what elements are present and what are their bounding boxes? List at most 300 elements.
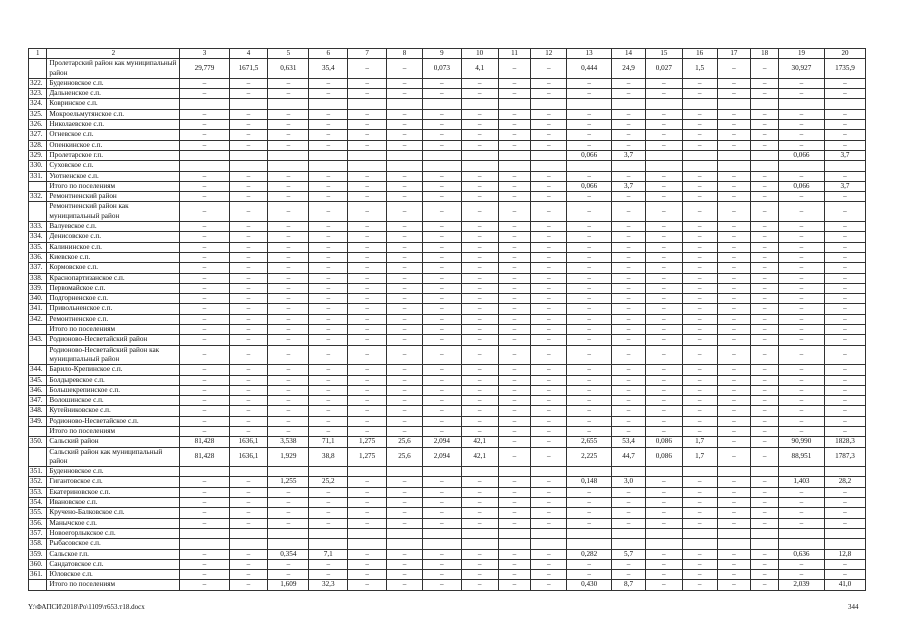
value-cell: –	[229, 263, 268, 273]
value-cell: –	[751, 283, 779, 293]
column-number-header: 9	[422, 49, 461, 59]
value-cell: 3,7	[824, 181, 865, 191]
value-cell: –	[498, 508, 531, 518]
value-cell: –	[309, 171, 348, 181]
value-cell: –	[751, 242, 779, 252]
column-number-header: 17	[717, 49, 751, 59]
value-cell: –	[682, 325, 717, 335]
value-cell: –	[309, 375, 348, 385]
value-cell: –	[422, 263, 461, 273]
value-cell: 71,1	[309, 437, 348, 447]
value-cell: –	[567, 304, 612, 314]
value-cell: –	[180, 549, 229, 559]
value-cell: –	[309, 89, 348, 99]
value-cell: –	[717, 570, 751, 580]
value-cell	[180, 161, 229, 171]
value-cell: –	[348, 335, 387, 345]
value-cell: –	[498, 192, 531, 202]
value-cell: –	[751, 406, 779, 416]
value-cell: –	[180, 232, 229, 242]
value-cell: –	[422, 232, 461, 242]
table-row	[29, 447, 866, 467]
value-cell: –	[778, 202, 824, 222]
value-cell	[751, 161, 779, 171]
value-cell: –	[717, 294, 751, 304]
value-cell: –	[567, 89, 612, 99]
value-cell: –	[180, 109, 229, 119]
value-cell: –	[751, 130, 779, 140]
value-cell: –	[348, 396, 387, 406]
value-cell: –	[682, 335, 717, 345]
value-cell: –	[612, 242, 646, 252]
value-cell: –	[824, 304, 865, 314]
value-cell: –	[422, 140, 461, 150]
value-cell: –	[682, 192, 717, 202]
value-cell: –	[531, 580, 567, 590]
table-row	[29, 78, 866, 88]
row-number: 350.	[29, 437, 47, 447]
value-cell: –	[824, 559, 865, 569]
value-cell: –	[387, 570, 423, 580]
value-cell: –	[751, 59, 779, 79]
value-cell	[824, 539, 865, 549]
municipality-name: Ивановское с.п.	[47, 498, 180, 508]
value-cell: –	[268, 130, 309, 140]
value-cell: –	[612, 570, 646, 580]
value-cell: 1636,1	[229, 447, 268, 467]
value-cell: 2,094	[422, 437, 461, 447]
data-table	[28, 48, 866, 591]
value-cell: –	[751, 570, 779, 580]
value-cell: –	[645, 294, 682, 304]
value-cell: –	[348, 192, 387, 202]
table-row	[29, 375, 866, 385]
value-cell: –	[645, 580, 682, 590]
value-cell: –	[751, 518, 779, 528]
value-cell: –	[180, 508, 229, 518]
value-cell: –	[612, 365, 646, 375]
value-cell	[824, 528, 865, 538]
value-cell: –	[778, 304, 824, 314]
value-cell	[348, 528, 387, 538]
value-cell: –	[778, 335, 824, 345]
value-cell: –	[309, 130, 348, 140]
value-cell	[751, 539, 779, 549]
value-cell: –	[645, 120, 682, 130]
value-cell: –	[682, 130, 717, 140]
value-cell: –	[348, 202, 387, 222]
value-cell: –	[717, 252, 751, 262]
value-cell	[461, 467, 498, 477]
value-cell	[498, 161, 531, 171]
value-cell	[309, 528, 348, 538]
value-cell: –	[422, 406, 461, 416]
value-cell: –	[531, 477, 567, 487]
value-cell: –	[824, 242, 865, 252]
value-cell: –	[387, 130, 423, 140]
value-cell: –	[309, 487, 348, 497]
value-cell: –	[422, 314, 461, 324]
value-cell: –	[180, 498, 229, 508]
value-cell	[751, 99, 779, 109]
value-cell: –	[348, 549, 387, 559]
column-number-header: 16	[682, 49, 717, 59]
value-cell: –	[422, 109, 461, 119]
value-cell	[422, 467, 461, 477]
municipality-name: Итого по поселениям	[47, 325, 180, 335]
value-cell: –	[268, 109, 309, 119]
value-cell: –	[682, 304, 717, 314]
value-cell: –	[309, 109, 348, 119]
value-cell: –	[268, 385, 309, 395]
value-cell: –	[387, 202, 423, 222]
value-cell: –	[387, 385, 423, 395]
value-cell: –	[645, 385, 682, 395]
value-cell: –	[387, 477, 423, 487]
value-cell: –	[387, 416, 423, 426]
value-cell: –	[422, 570, 461, 580]
row-number: 361.	[29, 570, 47, 580]
value-cell: –	[645, 498, 682, 508]
value-cell: –	[422, 78, 461, 88]
value-cell: –	[309, 385, 348, 395]
value-cell: –	[422, 89, 461, 99]
value-cell: –	[567, 325, 612, 335]
value-cell: –	[717, 477, 751, 487]
value-cell: –	[645, 396, 682, 406]
value-cell: –	[717, 304, 751, 314]
value-cell: –	[824, 130, 865, 140]
value-cell: –	[682, 242, 717, 252]
value-cell	[348, 150, 387, 160]
value-cell	[824, 467, 865, 477]
value-cell: –	[645, 314, 682, 324]
value-cell: –	[461, 130, 498, 140]
value-cell: –	[348, 385, 387, 395]
value-cell: –	[461, 140, 498, 150]
value-cell: –	[422, 304, 461, 314]
table-row	[29, 477, 866, 487]
value-cell: –	[824, 518, 865, 528]
value-cell: –	[682, 263, 717, 273]
value-cell	[612, 467, 646, 477]
value-cell: –	[348, 78, 387, 88]
value-cell: 25,2	[309, 477, 348, 487]
value-cell: –	[422, 335, 461, 345]
value-cell: –	[645, 416, 682, 426]
value-cell: –	[751, 294, 779, 304]
value-cell: –	[645, 263, 682, 273]
value-cell	[268, 150, 309, 160]
value-cell: –	[229, 78, 268, 88]
value-cell: –	[717, 78, 751, 88]
value-cell: –	[751, 487, 779, 497]
column-number-header: 13	[567, 49, 612, 59]
value-cell: 0,282	[567, 549, 612, 559]
row-number: 353.	[29, 487, 47, 497]
value-cell: –	[498, 396, 531, 406]
value-cell: –	[751, 396, 779, 406]
value-cell: –	[387, 222, 423, 232]
value-cell	[348, 161, 387, 171]
value-cell: 0,066	[778, 150, 824, 160]
value-cell	[498, 467, 531, 477]
value-cell: –	[309, 559, 348, 569]
value-cell: –	[612, 406, 646, 416]
table-row	[29, 549, 866, 559]
value-cell: –	[751, 232, 779, 242]
value-cell: –	[567, 252, 612, 262]
value-cell: –	[309, 294, 348, 304]
value-cell: –	[268, 78, 309, 88]
value-cell: –	[461, 294, 498, 304]
value-cell: –	[348, 498, 387, 508]
row-number: 360.	[29, 559, 47, 569]
value-cell: –	[309, 518, 348, 528]
value-cell: –	[461, 78, 498, 88]
value-cell: –	[717, 192, 751, 202]
municipality-name: Кутейниковское с.п.	[47, 406, 180, 416]
value-cell: –	[268, 294, 309, 304]
value-cell: –	[348, 477, 387, 487]
value-cell: –	[348, 487, 387, 497]
value-cell: –	[531, 294, 567, 304]
value-cell	[778, 467, 824, 477]
value-cell: –	[268, 396, 309, 406]
value-cell: –	[612, 518, 646, 528]
value-cell: –	[180, 78, 229, 88]
value-cell: –	[229, 498, 268, 508]
table-row	[29, 335, 866, 345]
value-cell: –	[682, 559, 717, 569]
value-cell: –	[612, 222, 646, 232]
value-cell: –	[612, 171, 646, 181]
value-cell: –	[531, 181, 567, 191]
value-cell: –	[778, 109, 824, 119]
value-cell: –	[461, 202, 498, 222]
value-cell: 53,4	[612, 437, 646, 447]
value-cell: –	[461, 570, 498, 580]
value-cell: –	[348, 109, 387, 119]
value-cell: –	[387, 325, 423, 335]
value-cell: –	[717, 120, 751, 130]
value-cell: –	[717, 263, 751, 273]
value-cell: –	[348, 426, 387, 436]
value-cell: –	[682, 426, 717, 436]
row-number	[29, 59, 47, 79]
value-cell: 1,403	[778, 477, 824, 487]
value-cell: –	[645, 570, 682, 580]
value-cell: –	[498, 375, 531, 385]
table-row	[29, 263, 866, 273]
document-sheet	[28, 48, 866, 591]
municipality-name: Ковринское с.п.	[47, 99, 180, 109]
value-cell: –	[778, 263, 824, 273]
municipality-name: Валуевское с.п.	[47, 222, 180, 232]
column-number-header: 5	[268, 49, 309, 59]
table-row	[29, 345, 866, 365]
value-cell: –	[498, 335, 531, 345]
value-cell: –	[824, 222, 865, 232]
value-cell: –	[387, 181, 423, 191]
row-number: 326.	[29, 120, 47, 130]
value-cell: –	[717, 396, 751, 406]
municipality-name: Пролетарское г.п.	[47, 150, 180, 160]
table-body	[29, 49, 866, 591]
value-cell: –	[567, 396, 612, 406]
value-cell: –	[824, 498, 865, 508]
value-cell: –	[645, 477, 682, 487]
value-cell: –	[531, 78, 567, 88]
value-cell: –	[751, 222, 779, 232]
value-cell	[567, 467, 612, 477]
value-cell: –	[498, 109, 531, 119]
value-cell: –	[422, 130, 461, 140]
value-cell: –	[824, 120, 865, 130]
value-cell: –	[645, 242, 682, 252]
table-row	[29, 232, 866, 242]
value-cell: 0,430	[567, 580, 612, 590]
value-cell: –	[567, 140, 612, 150]
value-cell: –	[778, 130, 824, 140]
value-cell: –	[180, 171, 229, 181]
value-cell: –	[348, 375, 387, 385]
value-cell	[348, 539, 387, 549]
row-number	[29, 345, 47, 365]
value-cell: –	[751, 447, 779, 467]
value-cell	[268, 528, 309, 538]
value-cell: –	[567, 109, 612, 119]
value-cell: –	[645, 140, 682, 150]
value-cell: 0,066	[567, 150, 612, 160]
value-cell: –	[567, 518, 612, 528]
value-cell: –	[751, 325, 779, 335]
value-cell: –	[751, 498, 779, 508]
value-cell: –	[531, 335, 567, 345]
value-cell: –	[531, 283, 567, 293]
value-cell	[531, 150, 567, 160]
table-row	[29, 467, 866, 477]
value-cell: –	[717, 222, 751, 232]
value-cell	[645, 539, 682, 549]
value-cell: –	[229, 559, 268, 569]
value-cell: –	[498, 263, 531, 273]
value-cell: –	[567, 242, 612, 252]
value-cell: –	[348, 406, 387, 416]
value-cell: –	[229, 304, 268, 314]
value-cell: –	[567, 222, 612, 232]
value-cell	[531, 467, 567, 477]
value-cell: –	[567, 120, 612, 130]
value-cell: –	[229, 283, 268, 293]
value-cell: –	[612, 140, 646, 150]
value-cell: –	[778, 325, 824, 335]
value-cell: –	[180, 273, 229, 283]
value-cell: –	[682, 385, 717, 395]
value-cell: –	[309, 222, 348, 232]
value-cell	[531, 539, 567, 549]
value-cell: –	[751, 109, 779, 119]
value-cell: –	[422, 181, 461, 191]
municipality-name: Калининское с.п.	[47, 242, 180, 252]
value-cell: –	[612, 263, 646, 273]
value-cell: –	[682, 570, 717, 580]
value-cell: –	[612, 498, 646, 508]
table-row	[29, 294, 866, 304]
value-cell: 2,094	[422, 447, 461, 467]
row-number: 346.	[29, 385, 47, 395]
value-cell: –	[229, 120, 268, 130]
value-cell	[751, 467, 779, 477]
value-cell: 24,9	[612, 59, 646, 79]
value-cell: –	[645, 325, 682, 335]
value-cell: –	[229, 416, 268, 426]
table-row	[29, 365, 866, 375]
value-cell: –	[645, 487, 682, 497]
value-cell: –	[717, 273, 751, 283]
table-row	[29, 508, 866, 518]
value-cell: –	[717, 140, 751, 150]
value-cell: 25,6	[387, 437, 423, 447]
value-cell: –	[531, 498, 567, 508]
value-cell: –	[180, 406, 229, 416]
value-cell: –	[645, 78, 682, 88]
value-cell	[309, 467, 348, 477]
value-cell: –	[461, 325, 498, 335]
value-cell: –	[268, 283, 309, 293]
municipality-name: Ремонтненский район как муниципальный район	[47, 202, 180, 222]
value-cell: –	[461, 365, 498, 375]
value-cell: –	[778, 89, 824, 99]
value-cell: –	[348, 59, 387, 79]
value-cell: –	[567, 345, 612, 365]
value-cell	[531, 161, 567, 171]
value-cell: –	[422, 120, 461, 130]
value-cell: –	[778, 273, 824, 283]
municipality-name: Волошинское с.п.	[47, 396, 180, 406]
table-row	[29, 528, 866, 538]
table-row	[29, 59, 866, 79]
value-cell: –	[268, 559, 309, 569]
value-cell: –	[422, 294, 461, 304]
value-cell: –	[498, 273, 531, 283]
value-cell: –	[531, 222, 567, 232]
value-cell	[229, 99, 268, 109]
row-number	[29, 426, 47, 436]
row-number: 356.	[29, 518, 47, 528]
value-cell: –	[531, 273, 567, 283]
value-cell: –	[531, 130, 567, 140]
value-cell: –	[309, 426, 348, 436]
value-cell: –	[531, 192, 567, 202]
value-cell: –	[348, 120, 387, 130]
row-number	[29, 325, 47, 335]
municipality-name: Буденновское с.п.	[47, 467, 180, 477]
value-cell: –	[682, 580, 717, 590]
value-cell: –	[751, 477, 779, 487]
value-cell: –	[531, 375, 567, 385]
value-cell	[387, 161, 423, 171]
value-cell	[387, 539, 423, 549]
value-cell: –	[309, 273, 348, 283]
value-cell: –	[717, 549, 751, 559]
value-cell: –	[612, 232, 646, 242]
value-cell	[717, 161, 751, 171]
value-cell: –	[180, 120, 229, 130]
value-cell	[824, 99, 865, 109]
municipality-name: Первомайское с.п.	[47, 283, 180, 293]
value-cell: –	[682, 345, 717, 365]
